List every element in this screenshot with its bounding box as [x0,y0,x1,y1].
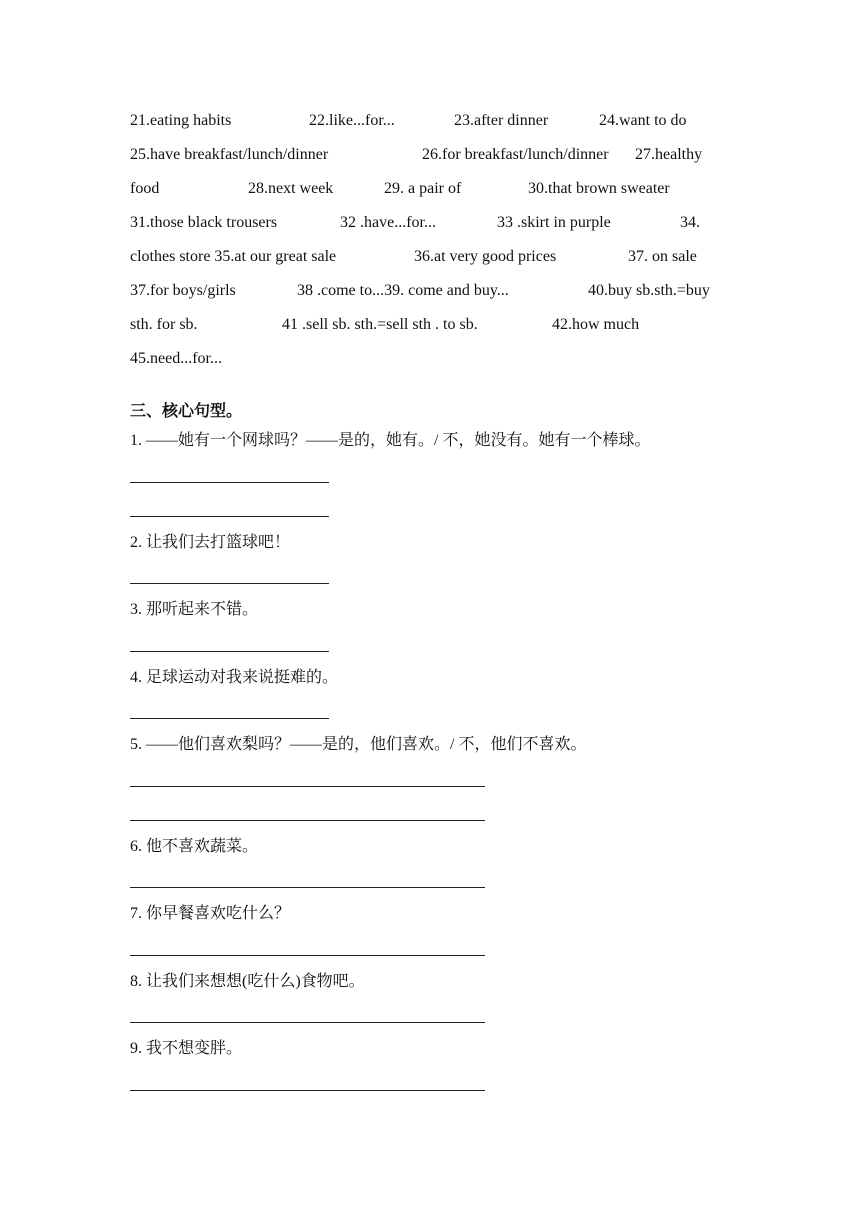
vocab-line [130,347,730,371]
answer-line[interactable] [130,583,329,584]
vocab-item: 24.want to do [599,112,687,129]
vocab-item: 34. [680,214,700,231]
answer-line[interactable] [130,786,485,787]
answer-line[interactable] [130,516,329,517]
vocab-item: 40.buy sb.sth.=buy [588,282,710,299]
vocab-line [130,143,730,167]
answer-line[interactable] [130,1022,485,1023]
vocab-item: 37. on sale [628,248,697,265]
vocab-line [130,109,730,133]
answer-line[interactable] [130,887,485,888]
question: 2. 让我们去打篮球吧！ [130,534,291,551]
vocab-item: 28.next week [248,180,334,197]
vocab-item: 33 .skirt in purple [497,214,611,231]
vocab-item: 29. a pair of [384,180,462,197]
vocab-item: 30.that brown sweater [528,180,670,197]
section-heading: 三、核心句型。 [130,403,243,420]
vocab-line [130,211,730,235]
question: 3. 那听起来不错。 [130,601,259,618]
vocab-item: food [130,180,160,197]
answer-line[interactable] [130,718,329,719]
vocab-item: 41 .sell sb. sth.=sell sth . to sb. [282,316,478,333]
vocab-line [130,313,730,337]
vocab-item: 25.have breakfast/lunch/dinner [130,146,329,163]
question: 9. 我不想变胖。 [130,1040,243,1057]
question: 1. ——她有一个网球吗？——是的，她有。/ 不，她没有。她有一个棒球。 [130,432,651,449]
answer-line[interactable] [130,482,329,483]
vocab-line [130,245,730,269]
question: 6. 他不喜欢蔬菜。 [130,838,259,855]
vocab-line [130,279,730,303]
vocab-item: 27.healthy [635,146,703,163]
question: 5. ——他们喜欢梨吗？——是的，他们喜欢。/ 不，他们不喜欢。 [130,736,587,753]
vocab-item: 38 .come to...39. come and buy... [297,282,509,299]
vocab-item: 31.those black trousers [130,214,278,231]
vocab-item: sth. for sb. [130,316,198,333]
question: 8. 让我们来想想(吃什么)食物吧。 [130,973,365,990]
vocab-item: clothes store 35.at our great sale [130,248,337,265]
vocab-item: 42.how much [552,316,640,333]
vocab-item: 45.need...for... [130,350,222,367]
vocab-item: 26.for breakfast/lunch/dinner [422,146,609,163]
question: 4. 足球运动对我来说挺难的。 [130,669,339,686]
answer-line[interactable] [130,955,485,956]
vocab-item: 23.after dinner [454,112,549,129]
answer-line[interactable] [130,651,329,652]
vocab-item: 32 .have...for... [340,214,436,231]
vocab-item: 36.at very good prices [414,248,557,265]
vocab-item: 21.eating habits [130,112,232,129]
vocab-item: 22.like...for... [309,112,395,129]
question: 7. 你早餐喜欢吃什么？ [130,905,291,922]
answer-line[interactable] [130,820,485,821]
answer-line[interactable] [130,1090,485,1091]
vocab-line [130,177,730,201]
vocab-item: 37.for boys/girls [130,282,236,299]
